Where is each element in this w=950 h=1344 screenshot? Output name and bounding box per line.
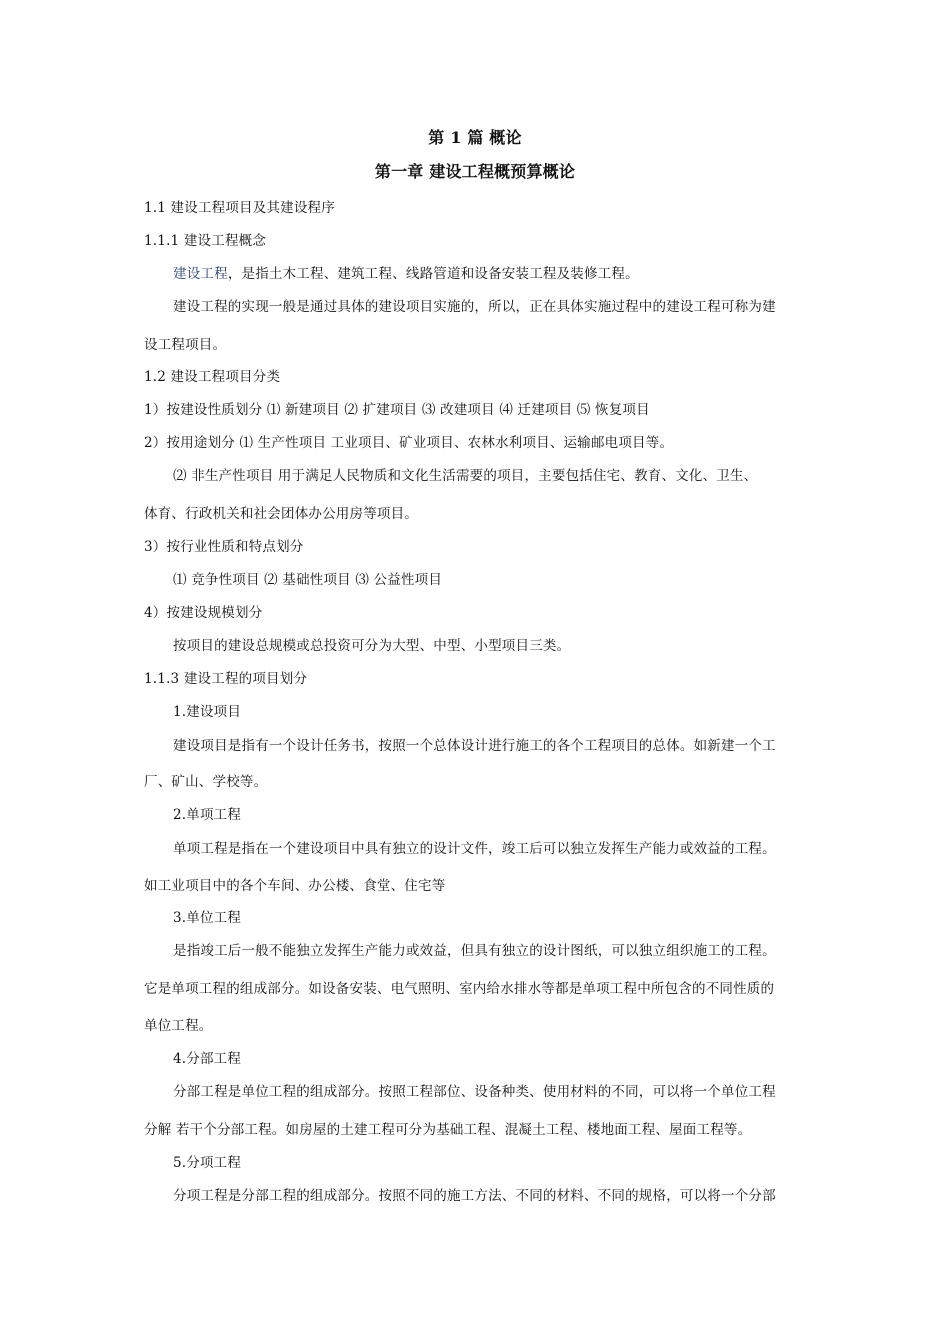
list-item: 4）按建设规模划分	[144, 605, 263, 621]
list-item: 1）按建设性质划分 ⑴ 新建项目 ⑵ 扩建项目 ⑶ 改建项目 ⑷ 迁建项目 ⑸ 恢复项目	[144, 402, 650, 418]
subsection-heading: 1.1.3 建设工程的项目划分	[144, 671, 308, 687]
subsection-heading: 1.1.1 建设工程概念	[144, 233, 267, 249]
item-heading: 1.建设项目	[173, 704, 242, 720]
paragraph-line: 建设项目是指有一个设计任务书，按照一个总体设计进行施工的各个工程项目的总体。如新建一个工	[173, 738, 776, 754]
paragraph-line: 建设工程的实现一般是通过具体的建设项目实施的，所以，正在具体实施过程中的建设工程可称为建	[173, 299, 776, 315]
paragraph-line: 厂、矿山、学校等。	[144, 774, 268, 790]
paragraph-line: 单项工程是指在一个建设项目中具有独立的设计文件，竣工后可以独立发挥生产能力或效益的工程。	[173, 841, 776, 857]
item-heading: 4.分部工程	[173, 1051, 242, 1067]
paragraph-text: ，是指土木工程、建筑工程、线路管道和设备安装工程及装修工程。	[227, 266, 639, 282]
paragraph-line: 按项目的建设总规模或总投资可分为大型、中型、小型项目三类。	[173, 638, 571, 654]
keyword-link[interactable]: 建设工程	[173, 266, 228, 282]
paragraph-line: 它是单项工程的组成部分。如设备安装、电气照明、室内给水排水等都是单项工程中所包含的不同性质的	[144, 981, 775, 997]
paragraph-line	[173, 265, 639, 283]
section-heading: 1.2 建设工程项目分类	[144, 369, 281, 385]
paragraph-line: 如工业项目中的各个车间、办公楼、食堂、住宅等	[144, 878, 446, 894]
paragraph-line: 分部工程是单位工程的组成部分。按照工程部位、设备种类、使用材料的不同，可以将一个单位工程	[173, 1084, 776, 1100]
paragraph-line: ⑵ 非生产性项目 用于满足人民物质和文化生活需要的项目，主要包括住宅、教育、文化、卫生、	[173, 468, 758, 484]
paragraph-line: 分解 若干个分部工程。如房屋的土建工程可分为基础工程、混凝土工程、楼地面工程、屋面工程等。	[144, 1122, 752, 1138]
paragraph-line: 体育、行政机关和社会团体办公用房等项目。	[144, 506, 418, 522]
list-item: 2）按用途划分 ⑴ 生产性项目 工业项目、矿业项目、农林水利项目、运输邮电项目等。	[144, 435, 674, 451]
item-heading: 3.单位工程	[173, 910, 242, 926]
paragraph-line: 单位工程。	[144, 1018, 213, 1034]
paragraph-line: 设工程项目。	[144, 337, 227, 353]
section-heading: 1.1 建设工程项目及其建设程序	[144, 200, 335, 216]
list-item: ⑴ 竞争性项目 ⑵ 基础性项目 ⑶ 公益性项目	[173, 572, 443, 588]
list-item: 3）按行业性质和特点划分	[144, 539, 304, 555]
chapter-title: 第一章 建设工程概预算概论	[374, 162, 576, 181]
part-title: 第 1 篇 概论	[428, 128, 522, 147]
item-heading: 5.分项工程	[173, 1155, 242, 1171]
paragraph-line: 是指竣工后一般不能独立发挥生产能力或效益，但具有独立的设计图纸，可以独立组织施工的工程。	[173, 943, 776, 959]
paragraph-line: 分项工程是分部工程的组成部分。按照不同的施工方法、不同的材料、不同的规格，可以将一个分部	[173, 1188, 776, 1204]
item-heading: 2.单项工程	[173, 807, 242, 823]
